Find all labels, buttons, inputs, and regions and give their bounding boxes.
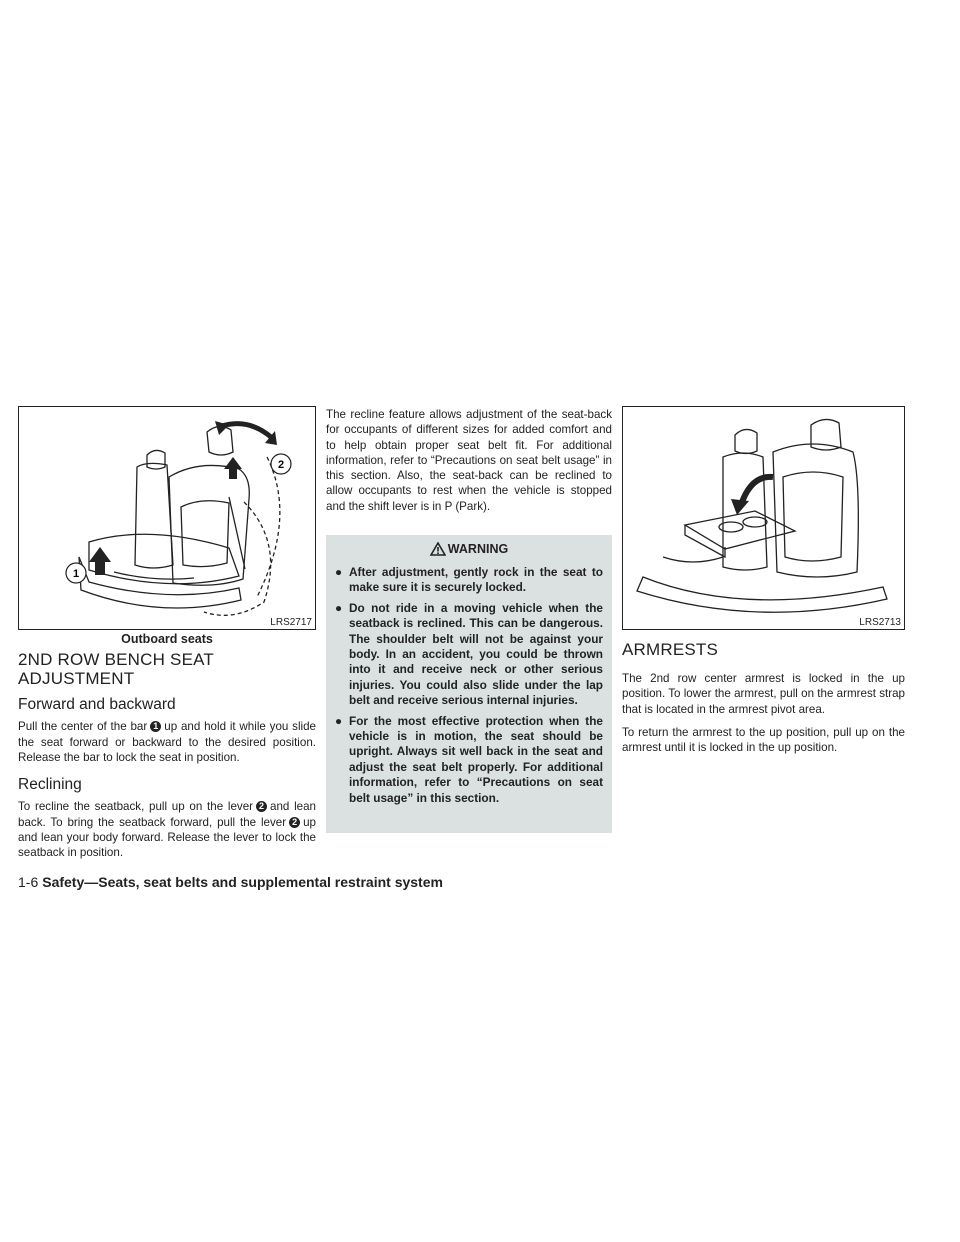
callout-1-inline: 1 bbox=[150, 721, 161, 732]
callout-1: 1 bbox=[72, 568, 80, 580]
armrest-drawing bbox=[623, 407, 904, 629]
subheading-forward-backward: Forward and backward bbox=[18, 696, 176, 713]
paragraph-forward-backward: Pull the center of the bar 1 up and hold it while you slide the seat forward or backward to the desired position. Release the bar to lock the seat in position. bbox=[18, 720, 316, 764]
subheading-reclining: Reclining bbox=[18, 776, 82, 794]
figure-code: LRS2713 bbox=[859, 617, 901, 628]
page-footer bbox=[18, 874, 443, 890]
section-heading: 2ND ROW BENCH SEAT ADJUSTMENT bbox=[18, 650, 214, 688]
callout-2-inline: 2 bbox=[256, 801, 267, 812]
column-middle bbox=[326, 407, 612, 522]
seat-illustration-outboard bbox=[18, 406, 316, 630]
paragraph-armrest-raise: To return the armrest to the up position, pull up on the armrest until it is locked in the up position. bbox=[622, 725, 905, 755]
paragraph-reclining: To recline the seatback, pull up on the lever 2 and lean back. To bring the seatback forward, pull the lever 2 up and lean your body forward. Release the lever to lock the seatback in position. bbox=[18, 800, 317, 860]
rear-bench-seat-drawing bbox=[19, 407, 315, 629]
chapter-title: Safety—Seats, seat belts and supplemental restraint system bbox=[42, 874, 443, 890]
figure-caption: Outboard seats bbox=[121, 632, 213, 646]
warning-box bbox=[326, 535, 612, 833]
paragraph-recline-feature: The recline feature allows adjustment of the seat-back for occupants of different sizes for added comfort and to help obtain proper seat belt fit. For additional information, refer to “Precautions on seat belt usage” in this section. Also, the seat-back can be reclined to allow occupants to rest when the vehicle is stopped and the shift lever is in P (Park). bbox=[326, 408, 612, 513]
callout-2: 2 bbox=[277, 459, 285, 471]
section-heading-armrests: ARMRESTS bbox=[622, 640, 719, 659]
column-left bbox=[18, 650, 316, 869]
figure-code: LRS2717 bbox=[270, 617, 312, 628]
column-right bbox=[622, 640, 905, 763]
callout-2-inline: 2 bbox=[289, 817, 300, 828]
warning-item: ● Do not ride in a moving vehicle when the seatback is reclined. This can be dangerous. The shoulder belt will not be against your body. In an accident, you could be thrown into it and receive neck or other serious injuries. You could also slide under the lap belt and receive serious internal injuries. bbox=[335, 600, 603, 708]
armrest-illustration bbox=[622, 406, 905, 630]
warning-title: WARNING bbox=[335, 542, 603, 556]
warning-item: ● After adjustment, gently rock in the seat to make sure it is securely locked. bbox=[335, 565, 603, 595]
paragraph-armrest-lower: The 2nd row center armrest is locked in the up position. To lower the armrest, pull on the armrest strap that is located in the armrest pivot area. bbox=[622, 672, 905, 716]
page-number: 1-6 bbox=[18, 874, 39, 890]
warning-item: ● For the most effective protection when the vehicle is in motion, the seat should be upright. Always sit well back in the seat and adjust the seat belt properly. For additional information, refer to “Precautions on seat belt usage” in this section. bbox=[335, 713, 603, 805]
warning-triangle-icon bbox=[430, 542, 446, 556]
